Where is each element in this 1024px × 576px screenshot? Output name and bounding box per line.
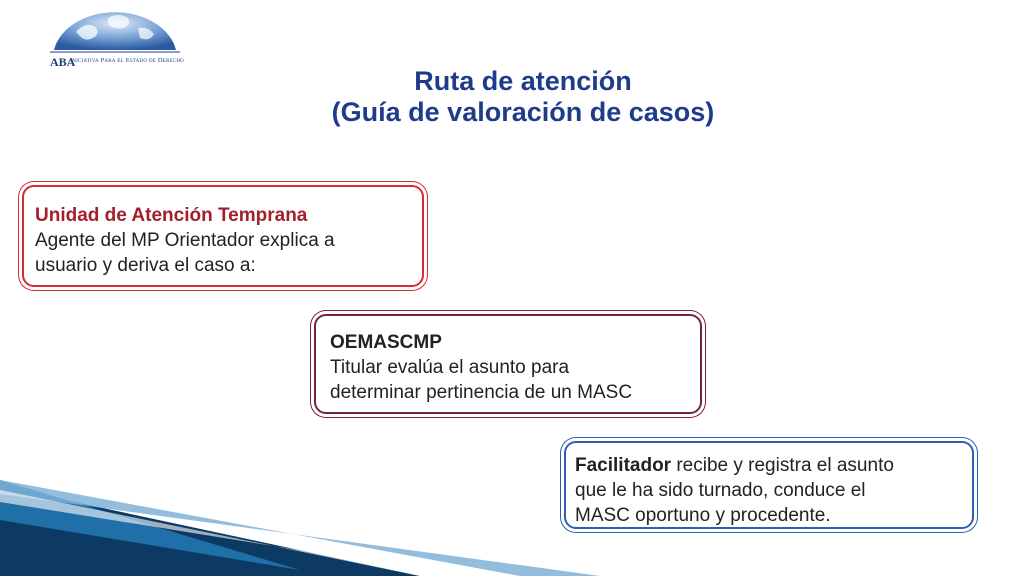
step-text-line: determinar pertinencia de un MASC xyxy=(330,382,633,403)
svg-text:ABA: ABA xyxy=(50,55,76,69)
step-text-line: Agente del MP Orientador explica a xyxy=(35,230,335,251)
step-text-line: MASC oportuno y procedente. xyxy=(575,505,831,526)
step-box-facilitador xyxy=(564,441,974,529)
step-box-oemascmp xyxy=(314,314,702,414)
step-text-line: Titular evalúa el asunto para xyxy=(330,357,570,378)
step-heading: Unidad de Atención Temprana xyxy=(35,205,308,226)
decorative-swoosh xyxy=(0,480,620,576)
page-title xyxy=(200,66,846,128)
step-heading: OEMASCMP xyxy=(330,332,442,353)
step-box-unidad-atencion-temprana xyxy=(22,185,424,287)
step-text-line xyxy=(575,453,964,478)
logo-caption: Iniciativa Para el Estado de Derecho xyxy=(70,57,184,64)
logo xyxy=(48,2,182,70)
step-heading: Facilitador xyxy=(575,455,672,476)
step-text-line: usuario y deriva el caso a: xyxy=(35,255,256,276)
step-text-line: que le ha sido turnado, conduce el xyxy=(575,480,866,501)
step-text-fragment: recibe y registra el asunto xyxy=(671,455,894,476)
title-line-1: Ruta de atención xyxy=(414,66,632,96)
title-line-2: (Guía de valoración de casos) xyxy=(331,97,715,127)
